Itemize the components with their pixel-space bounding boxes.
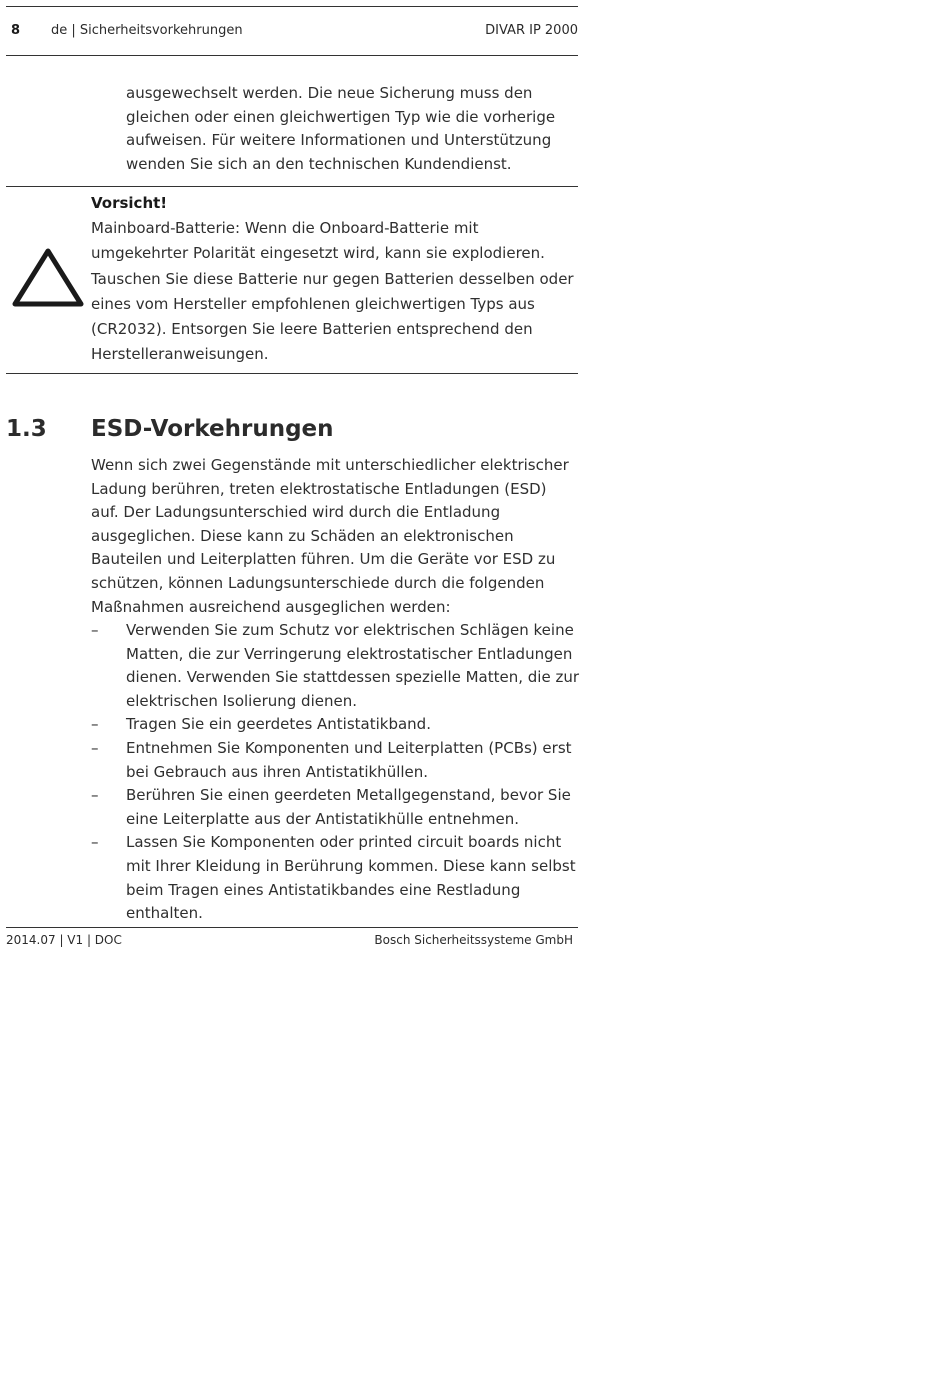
list-item-text: Lassen Sie Komponenten oder printed circuit boards nicht mit Ihrer Kleidung in Berührung kommen. Diese kann selbst beim Tragen eines Antistatikbandes eine Restladung enthalten. <box>126 833 576 923</box>
section-title: ESD-Vorkehrungen <box>91 416 334 442</box>
footer-rule <box>6 927 578 928</box>
caution-title: Vorsicht! <box>91 194 168 212</box>
list-item <box>91 619 581 713</box>
list-dash: – <box>91 738 99 757</box>
header-bottom-rule <box>6 55 578 56</box>
header-top-rule <box>6 6 578 7</box>
list-dash: – <box>91 786 99 805</box>
caution-text: Mainboard-Batterie: Wenn die Onboard-Batterie mit umgekehrter Polarität eingesetzt wird, kann sie explodieren. Tauschen Sie diese Batterie nur gegen Batterien desselben oder eines vom Hersteller empfohlenen gleichwertigen Typs aus (CR2032). Entsorgen Sie leere Batterien entsprechend den Herstelleranweisungen. <box>91 219 574 364</box>
list-item <box>91 713 581 737</box>
continuation-paragraph: ausgewechselt werden. Die neue Sicherung muss den gleichen oder einen gleichwertigen Typ wie die vorherige aufweisen. Für weitere Informationen und Unterstützung wenden Sie sich an den technischen Kundendienst. <box>126 84 556 173</box>
caution-top-rule <box>6 186 578 187</box>
list-dash: – <box>91 621 99 639</box>
list-item <box>91 784 581 831</box>
section-paragraph: Wenn sich zwei Gegenstände mit unterschiedlicher elektrischer Ladung berühren, treten elektrostatische Entladungen (ESD) auf. Der Ladungsunterschied wird durch die Entladung ausgeglichen. Diese kann zu Schäden an elektronischen Bauteilen und Leiterplatten führen. Um die Geräte vor ESD zu schützen, können Ladungsunterschiede durch die folgenden Maßnahmen ausreichend ausgeglichen werden: <box>91 456 569 616</box>
list-item-text: Tragen Sie ein geerdetes Antistatikband. <box>126 715 431 734</box>
list-item <box>91 737 581 784</box>
section-number: 1.3 <box>6 416 47 442</box>
list-item-text: Verwenden Sie zum Schutz vor elektrischen Schlägen keine Matten, die zur Verringerung elektrostatischer Entladungen dienen. Verwenden Sie stattdessen spezielle Matten, die zur elektrischen Isolierung dienen. <box>126 621 580 710</box>
footer-company: Bosch Sicherheitssysteme GmbH <box>374 933 573 947</box>
warning-triangle-icon <box>11 246 85 310</box>
esd-measures-list <box>91 619 581 926</box>
list-dash: – <box>91 715 99 734</box>
list-dash: – <box>91 833 99 852</box>
header-section-title: de | Sicherheitsvorkehrungen <box>51 23 243 38</box>
footer-document-info: 2014.07 | V1 | DOC <box>6 933 122 947</box>
caution-bottom-rule <box>6 373 578 374</box>
header-product-name: DIVAR IP 2000 <box>485 23 578 38</box>
list-item-text: Berühren Sie einen geerdeten Metallgegenstand, bevor Sie eine Leiterplatte aus der Antistatikhülle entnehmen. <box>126 786 571 828</box>
page-number: 8 <box>11 23 21 38</box>
list-item-text: Entnehmen Sie Komponenten und Leiterplatten (PCBs) erst bei Gebrauch aus ihren Antistatikhüllen. <box>126 738 572 781</box>
list-item <box>91 831 581 925</box>
